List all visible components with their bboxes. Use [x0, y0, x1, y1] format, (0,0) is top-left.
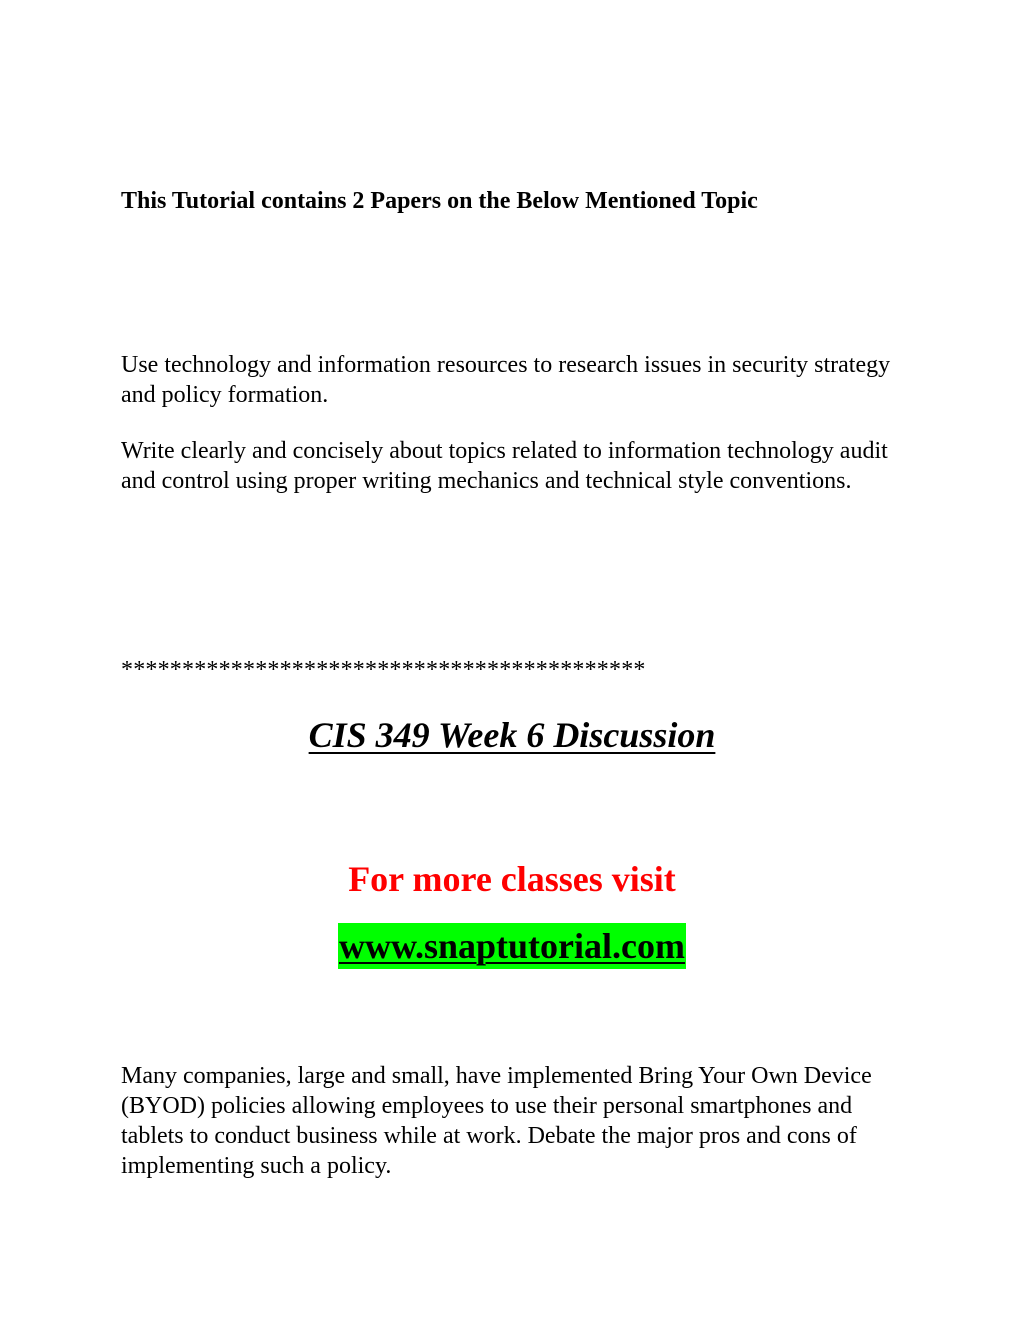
course-title: CIS 349 Week 6 Discussion	[308, 715, 716, 755]
discussion-prompt: Many companies, large and small, have implemented Bring Your Own Device (BYOD) policies allowing employees to use their personal smartphones and tablets to conduct business while at work. Debate the major pros and cons of implementing such a policy.	[121, 1063, 872, 1179]
website-line	[0, 923, 1024, 969]
intro-heading: This Tutorial contains 2 Papers on the Below Mentioned Topic	[121, 188, 758, 214]
separator-asterisks: *******************************************	[121, 657, 646, 683]
objective-paragraph-2: Write clearly and concisely about topics related to information technology audit and control using proper writing mechanics and technical style conventions.	[121, 438, 888, 494]
website-link[interactable]: www.snaptutorial.com	[338, 923, 686, 969]
promo-text: For more classes visit	[348, 859, 676, 899]
objective-paragraph-1: Use technology and information resources to research issues in security strategy and policy formation.	[121, 352, 891, 408]
